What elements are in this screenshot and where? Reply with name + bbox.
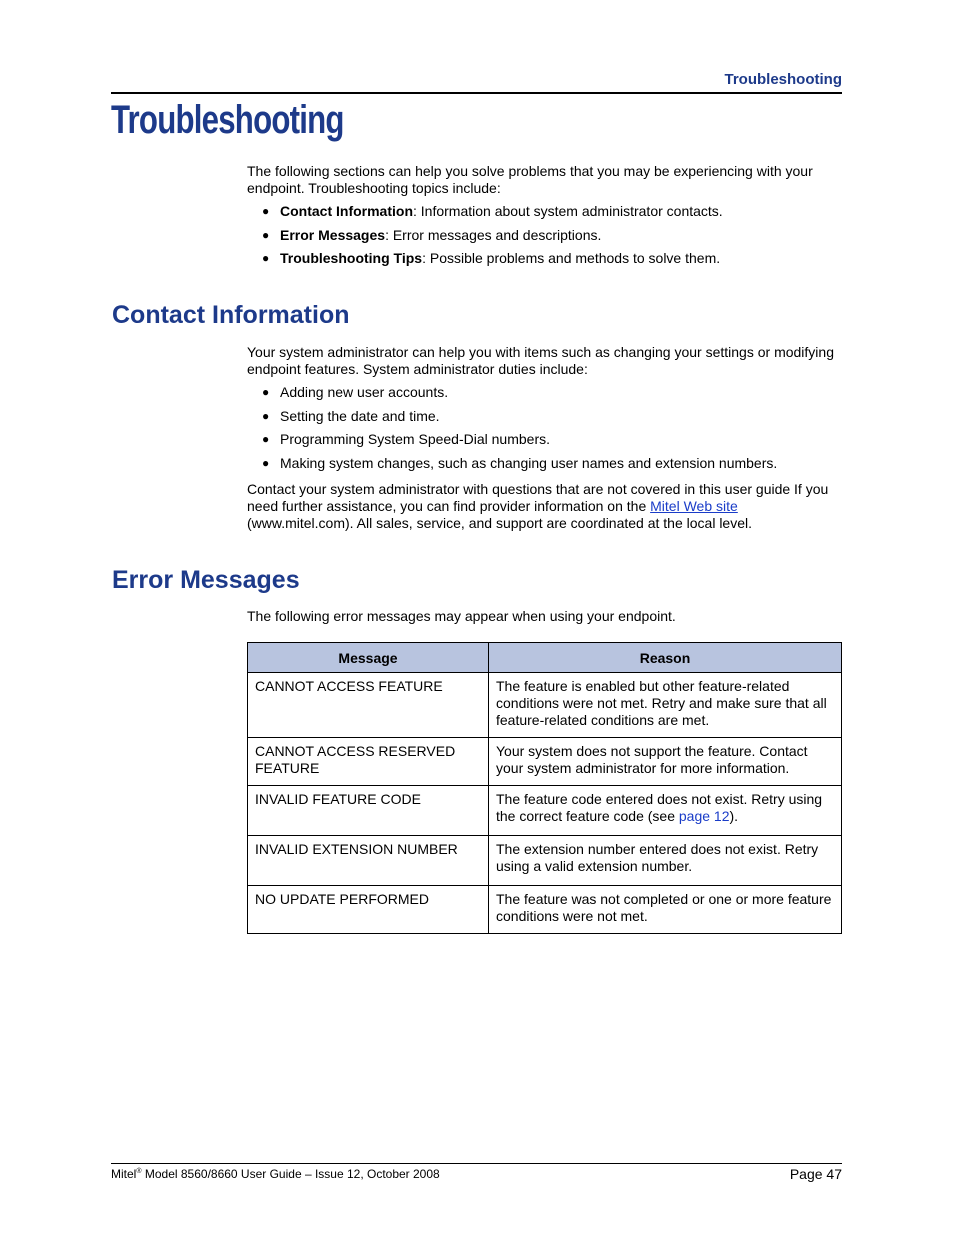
topic-term: Error Messages <box>280 226 386 243</box>
page-number: Page 47 <box>789 1166 842 1182</box>
message-cell: CANNOT ACCESS RESERVED FEATURE <box>248 738 489 786</box>
topics-list <box>262 203 847 274</box>
reason-cell: The feature is enabled but other feature-related conditions were not met. Retry and make sure that all feature-related conditions are met. <box>489 673 842 738</box>
duty-text: Making system changes, such as changing user names and extension numbers. <box>280 454 778 471</box>
column-header-reason: Reason <box>489 643 842 673</box>
list-item <box>262 250 847 274</box>
page-12-link[interactable]: page 12 <box>678 808 730 824</box>
message-cell: CANNOT ACCESS FEATURE <box>248 673 489 738</box>
topic-desc: : Information about system administrator contacts. <box>413 203 723 219</box>
list-item <box>262 431 847 455</box>
reason-cell: The extension number entered does not exist. Retry using a valid extension number. <box>489 836 842 886</box>
contact-closing-paragraph <box>247 481 847 532</box>
message-cell: INVALID FEATURE CODE <box>248 786 489 836</box>
duty-text: Programming System Speed-Dial numbers. <box>280 431 550 447</box>
footer-document-info <box>111 1167 440 1181</box>
column-header-message: Message <box>248 643 489 673</box>
error-messages-table <box>247 642 842 934</box>
bullet-icon: ● <box>262 227 270 242</box>
contact-paragraph: Your system administrator can help you with items such as changing your settings or modifying endpoint features. System administrator duties include: <box>247 344 834 377</box>
error-messages-heading: Error Messages <box>112 566 300 594</box>
header-rule <box>111 92 842 94</box>
footer-brand: Mitel <box>111 1167 137 1181</box>
message-cell: NO UPDATE PERFORMED <box>248 886 489 934</box>
footer-rule <box>111 1163 842 1164</box>
intro-paragraph: The following sections can help you solve problems that you may be experiencing with your endpoint. Troubleshooting topics include: <box>247 163 813 196</box>
list-item <box>262 227 847 251</box>
list-item <box>262 408 847 432</box>
table-row <box>248 886 842 934</box>
topic-term: Contact Information <box>280 203 413 219</box>
bullet-icon: ● <box>262 408 270 423</box>
running-header: Troubleshooting <box>724 71 842 88</box>
reason-text: The feature code entered does not exist. Retry using the correct feature code (see <box>496 791 823 824</box>
bullet-icon: ● <box>262 432 270 446</box>
table-row <box>248 836 842 886</box>
closing-text-end: (www.mitel.com). All sales, service, and support are coordinated at the local level. <box>247 515 753 531</box>
reason-cell: Your system does not support the feature. Contact your system administrator for more information. <box>489 738 842 786</box>
footer-doc-title: Model 8560/8660 User Guide – Issue 12, October 2008 <box>141 1167 440 1181</box>
duties-list <box>262 384 847 478</box>
closing-text: Contact your system administrator with questions that are not covered in this user guide If you need further assistance, you can find provider information on the <box>247 481 829 514</box>
topic-desc: : Possible problems and methods to solve them. <box>422 250 721 266</box>
bullet-icon: ● <box>262 385 270 399</box>
table-row <box>248 738 842 786</box>
bullet-icon: ● <box>262 251 270 265</box>
mitel-web-site-link[interactable]: Mitel Web site <box>650 498 738 514</box>
page-title: Troubleshooting <box>111 98 344 142</box>
table-row <box>248 786 842 836</box>
bullet-icon: ● <box>262 204 270 218</box>
bullet-icon: ● <box>262 455 270 470</box>
duty-text: Adding new user accounts. <box>280 384 449 400</box>
table-header-row <box>248 643 842 673</box>
topic-desc: : Error messages and descriptions. <box>385 226 602 243</box>
topic-term: Troubleshooting Tips <box>280 250 423 266</box>
list-item <box>262 384 847 408</box>
list-item <box>262 455 847 479</box>
contact-heading: Contact Information <box>112 301 350 329</box>
duty-text: Setting the date and time. <box>280 407 440 424</box>
reason-text-end: ). <box>729 808 739 824</box>
registered-mark: ® <box>136 1168 142 1175</box>
table-row <box>248 673 842 738</box>
reason-cell: The feature was not completed or one or more feature conditions were not met. <box>489 886 842 934</box>
error-intro: The following error messages may appear when using your endpoint. <box>247 608 676 624</box>
message-cell: INVALID EXTENSION NUMBER <box>248 836 489 886</box>
reason-cell <box>489 786 842 836</box>
list-item <box>262 203 847 227</box>
